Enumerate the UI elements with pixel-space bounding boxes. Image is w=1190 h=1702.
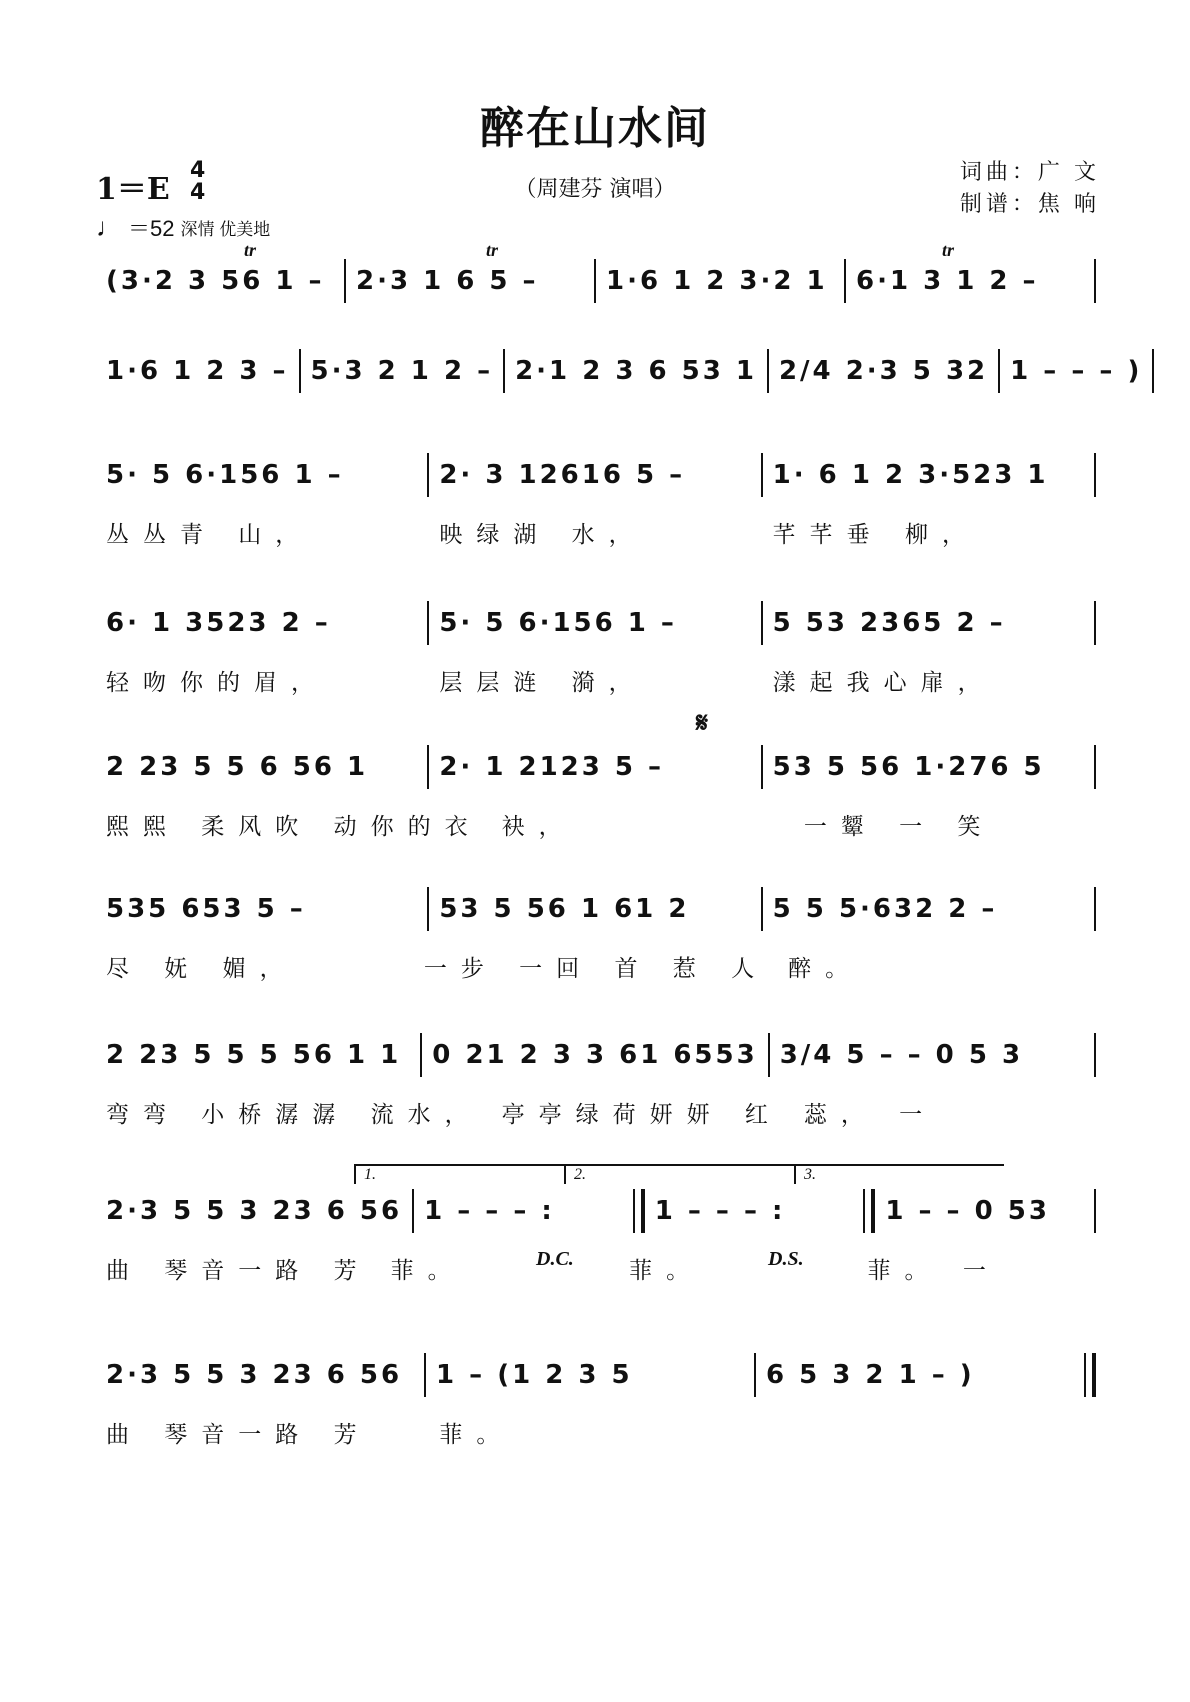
lyric-segment: 丛丛青 山， bbox=[106, 521, 313, 548]
measure: 5 5 5·632 2 – bbox=[772, 894, 998, 924]
volta-bracket: 3. bbox=[794, 1164, 1004, 1184]
measure: 1·6 1 2 3 – bbox=[106, 356, 289, 386]
score-system bbox=[96, 1030, 1096, 1132]
notes-row bbox=[96, 346, 1143, 396]
score-system bbox=[96, 706, 1096, 844]
score-system bbox=[96, 240, 1096, 306]
measure: 1 – – 0 53 bbox=[885, 1196, 1050, 1226]
notes-row bbox=[96, 1186, 1096, 1236]
measure: 2·3 5 5 3 23 6 56 bbox=[106, 1360, 403, 1390]
measure: 2· 1 2123 5 – bbox=[439, 752, 665, 782]
lyric-segment: 曲 琴音一路 芳 bbox=[106, 1257, 371, 1284]
barline bbox=[1094, 745, 1096, 789]
dal-segno-mark: D.S. bbox=[768, 1248, 804, 1270]
notes-row bbox=[96, 742, 1096, 792]
tempo-value: ＝52 bbox=[128, 216, 175, 241]
time-bottom: 4 bbox=[190, 180, 206, 205]
score-system bbox=[96, 884, 1096, 986]
measure: 5· 5 6·156 1 – bbox=[439, 608, 677, 638]
expression-text: 深情 优美地 bbox=[180, 220, 271, 239]
measure: 535 653 5 – bbox=[106, 894, 306, 924]
notes-row bbox=[96, 884, 1096, 934]
quarter-note-icon: ♩ bbox=[96, 212, 122, 242]
measure: 3/4 5 – – 0 5 3 bbox=[779, 1040, 1024, 1070]
barline bbox=[1094, 1033, 1096, 1077]
score-system bbox=[96, 450, 1096, 552]
measure: 5·3 2 1 2 – bbox=[310, 356, 494, 386]
measure: 2 23 5 5 6 56 1 bbox=[106, 752, 369, 782]
barline bbox=[633, 1189, 645, 1233]
credits bbox=[960, 156, 1100, 220]
lyric-segment: 熙熙 柔风吹 动你的衣 bbox=[106, 813, 482, 840]
measure: 1 – – – : bbox=[424, 1196, 555, 1226]
lyric-segment: 轻吻你的眉， bbox=[106, 669, 328, 696]
segno-sign: 𝄋 bbox=[696, 706, 709, 739]
lyric-segment: 醉。 bbox=[788, 955, 863, 982]
notation-credit: 制谱：焦 响 bbox=[959, 191, 1100, 216]
lyric-segment: 袂， bbox=[501, 813, 576, 840]
measure: 1 – – – : bbox=[654, 1196, 786, 1226]
score-system bbox=[96, 598, 1096, 700]
lyric-segment: 曲 琴音一路 芳 bbox=[106, 1421, 371, 1448]
song-title: 醉在山水间 bbox=[480, 103, 710, 154]
barline bbox=[1094, 601, 1096, 645]
trill-mark: tr bbox=[486, 240, 499, 260]
lyric-segment: 菲。 一 bbox=[867, 1257, 1000, 1284]
time-top: 4 bbox=[190, 158, 206, 183]
measure: 5 53 2365 2 – bbox=[772, 608, 1006, 638]
score-system bbox=[96, 1350, 1096, 1452]
lyric-segment: 亭亭绿荷妍妍 红 bbox=[501, 1101, 782, 1128]
measure: 2 23 5 5 5 56 1 1 bbox=[106, 1040, 402, 1070]
barline bbox=[1094, 259, 1096, 303]
lyric-segment: 一颦 一 笑 bbox=[803, 813, 995, 840]
measure: 1· 6 1 2 3·523 1 bbox=[772, 460, 1049, 490]
notes-row bbox=[96, 450, 1096, 500]
measure: 6·1 3 1 2 – bbox=[856, 266, 1039, 296]
volta-bracket: 1. bbox=[354, 1164, 586, 1184]
lyrics-music-credit: 词曲：广 文 bbox=[959, 159, 1100, 184]
performer-note: （周建芬 演唱） bbox=[514, 177, 676, 202]
lyrics-row bbox=[96, 1092, 1096, 1132]
measure: 6 5 3 2 1 – ) bbox=[766, 1360, 975, 1390]
measure: 1 – – – ) bbox=[1010, 356, 1143, 386]
lyrics-row bbox=[96, 946, 1096, 986]
lyric-segment: 尽 妩 媚， bbox=[106, 955, 297, 982]
score-system bbox=[96, 1166, 1096, 1288]
lyrics-row bbox=[96, 1248, 1096, 1288]
measure: (3·2 3 56 1 – bbox=[106, 266, 325, 296]
lyric-segment: 蕊， 一 bbox=[803, 1101, 937, 1128]
lyric-segment: 芊芊垂 柳， bbox=[772, 521, 979, 548]
measure: 5· 5 6·156 1 – bbox=[106, 460, 344, 490]
measure: 2/4 2·3 5 32 bbox=[778, 356, 989, 386]
measure: 2·3 1 6 5 – bbox=[356, 266, 539, 296]
measure: 0 21 2 3 3 61 6553 bbox=[432, 1040, 758, 1070]
lyrics-row bbox=[96, 804, 1096, 844]
lyrics-row bbox=[96, 660, 1096, 700]
measure: 1 – (1 2 3 5 bbox=[436, 1360, 633, 1390]
measure: 2·1 2 3 6 53 1 bbox=[515, 356, 757, 386]
lyric-segment: 漾起我心扉， bbox=[772, 669, 995, 696]
lyric-segment: 菲。 bbox=[390, 1257, 465, 1284]
measure: 1·6 1 2 3·2 1 bbox=[606, 266, 828, 296]
notes-row bbox=[96, 256, 1096, 306]
notes-row bbox=[96, 1350, 1096, 1400]
lyric-segment: 层层涟 漪， bbox=[439, 669, 646, 696]
lyrics-row bbox=[96, 512, 1096, 552]
barline bbox=[1094, 1189, 1096, 1233]
measure: 53 5 56 1·276 5 bbox=[772, 752, 1045, 782]
da-capo-mark: D.C. bbox=[536, 1248, 574, 1270]
score-system bbox=[96, 346, 1143, 396]
time-signature bbox=[190, 160, 205, 204]
barline bbox=[1094, 887, 1096, 931]
barline bbox=[863, 1189, 875, 1233]
measure: 6· 1 3523 2 – bbox=[106, 608, 331, 638]
notes-row bbox=[96, 598, 1096, 648]
barline bbox=[1152, 349, 1154, 393]
measure: 2·3 5 5 3 23 6 56 bbox=[106, 1196, 403, 1226]
measure: 2· 3 12616 5 – bbox=[439, 460, 686, 490]
lyrics-row bbox=[96, 1412, 1096, 1452]
lyric-segment: 弯弯 小桥潺潺 流水， bbox=[106, 1101, 482, 1128]
barline bbox=[1094, 453, 1096, 497]
key-signature: 1＝E bbox=[96, 172, 170, 207]
trill-mark: tr bbox=[244, 240, 257, 260]
lyric-segment: 菲。 bbox=[629, 1257, 704, 1284]
measure: 53 5 56 1 61 2 bbox=[439, 894, 690, 924]
lyric-segment: 一步 一回 首 惹 人 bbox=[423, 955, 769, 982]
notes-row bbox=[96, 1030, 1096, 1080]
trill-mark: tr bbox=[942, 240, 955, 260]
tempo-marking bbox=[96, 212, 270, 243]
lyric-segment: 映绿湖 水， bbox=[439, 521, 646, 548]
barline bbox=[1084, 1353, 1096, 1397]
lyric-segment: 菲。 bbox=[439, 1421, 514, 1448]
volta-bracket: 2. bbox=[564, 1164, 796, 1184]
